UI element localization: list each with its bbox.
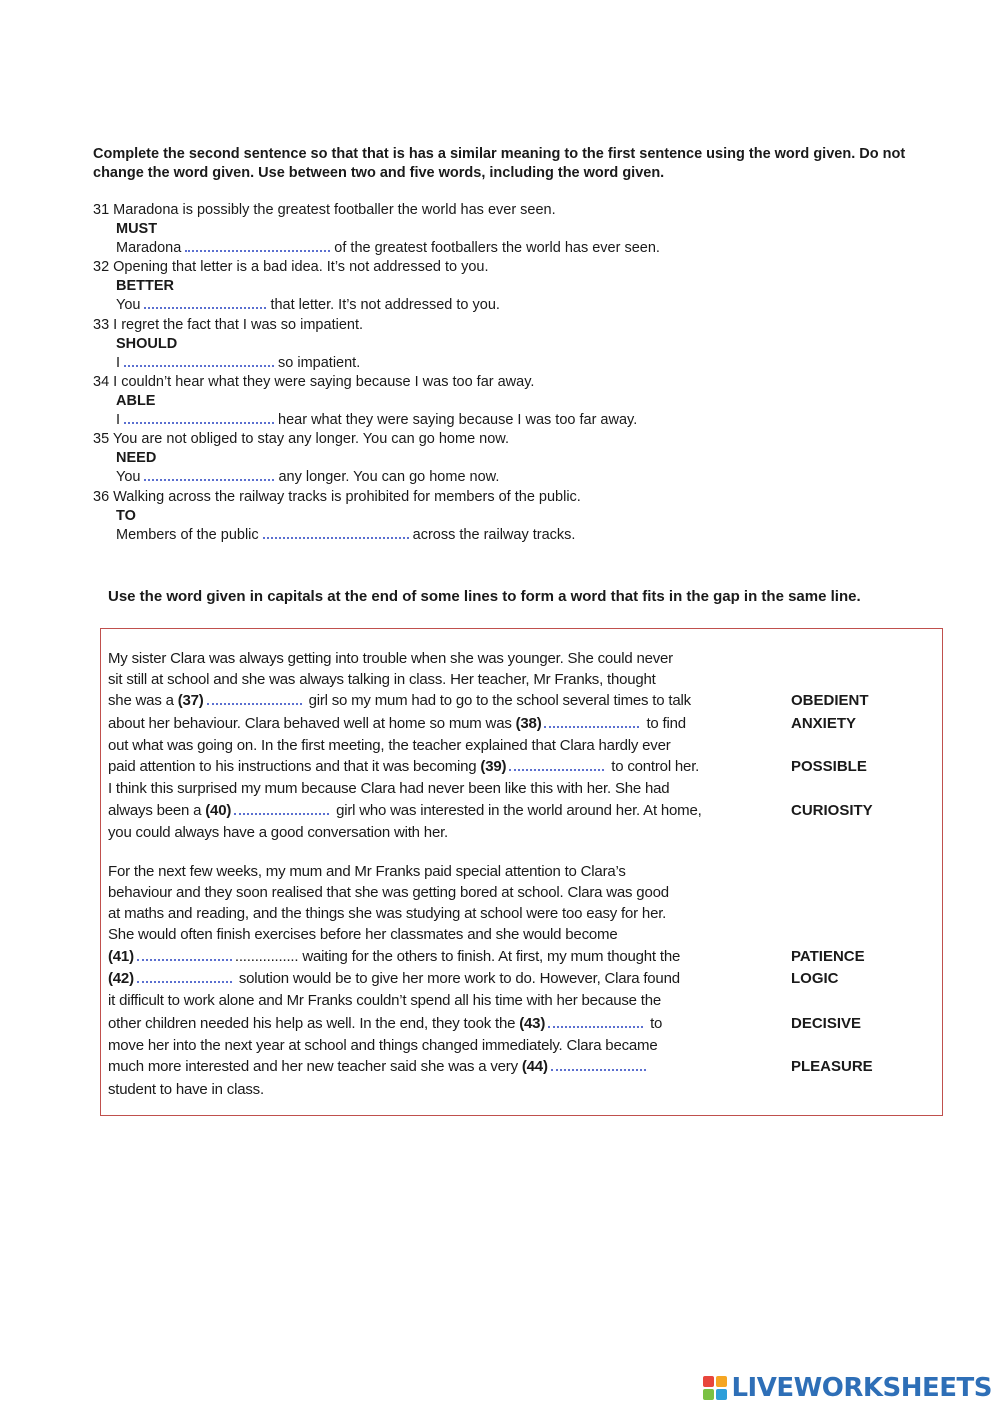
instructions-key-word-transformation: Complete the second sentence so that that is has a similar meaning to the first sentence using the word given. Do not change the word given. Use between two and five words, including the word given. [93,146,906,181]
answer-gap[interactable] [263,525,409,539]
gap-number-38: (38) [515,715,542,732]
logo-blocks-icon [703,1376,727,1400]
item-keyword: NEED [116,450,157,467]
answer-gap-39[interactable] [509,757,604,771]
passage-line: (41) ................ waiting for the others to finish. At first, my mum thought the [108,948,681,965]
item-sentence: 34 I couldn’t hear what they were saying because I was too far away. [93,373,535,390]
item-keyword: BETTER [116,278,174,295]
passage-line: behaviour and they soon realised that she was getting bored at school. Clara was good [108,884,669,901]
stem-word: PLEASURE [791,1058,873,1075]
answer-gap-37[interactable] [207,691,302,705]
passage-line: paid attention to his instructions and that it was becoming (39) to control her. [108,758,700,775]
liveworksheets-logo [703,1373,992,1403]
passage-line: you could always have a good conversation with her. [108,824,449,841]
answer-gap[interactable] [124,353,274,367]
item-sentence: 36 Walking across the railway tracks is prohibited for members of the public. [93,488,581,505]
logo-block [716,1389,727,1400]
stem-word: DECISIVE [791,1015,862,1032]
answer-gap-43[interactable] [548,1014,643,1028]
item-keyword: MUST [116,221,158,237]
answer-suffix: any longer. You can go home now. [278,469,500,486]
answer-gap[interactable] [144,295,266,309]
passage-line: other children needed his help as well. In the end, they took the (43) to [108,1015,663,1032]
stem-word: OBEDIENT [791,692,869,709]
item-keyword: TO [116,507,136,524]
stem-word: POSSIBLE [791,758,867,775]
item-keyword: ABLE [116,392,156,409]
item-answer-line [116,295,500,315]
passage-line: For the next few weeks, my mum and Mr Franks paid special attention to Clara’s [108,863,626,880]
passage-line: move her into the next year at school and things changed immediately. Clara became [108,1037,658,1054]
passage-line: at maths and reading, and the things she was studying at school were too easy for her. [108,905,667,922]
answer-suffix: so impatient. [278,354,361,371]
passage-line: student to have in class. [108,1081,264,1098]
answer-gap[interactable] [124,410,274,424]
item-keyword: SHOULD [116,335,178,352]
passage-line: sit still at school and she was always talking in class. Her teacher, Mr Franks, thought [108,671,656,688]
answer-gap[interactable] [144,467,274,481]
answer-gap-38[interactable] [544,714,639,728]
answer-suffix: hear what they were saying because I was too far away. [278,411,638,428]
item-answer-line [116,467,499,487]
item-sentence: 32 Opening that letter is a bad idea. It’s not addressed to you. [93,259,489,276]
answer-gap[interactable] [185,238,330,252]
answer-prefix: You [116,469,141,486]
answer-gap-41[interactable] [137,947,232,961]
passage-line: she was a (37) girl so my mum had to go to the school several times to talk [108,692,691,709]
logo-block [716,1376,727,1387]
gap-number-44: (44) [521,1058,548,1075]
answer-gap-42[interactable] [137,969,232,983]
gap-number-40: (40) [205,802,232,819]
gap-number-39: (39) [480,758,507,775]
stem-word: CURIOSITY [791,802,873,819]
item-sentence: 35 You are not obliged to stay any longer. You can go home now. [93,431,509,448]
answer-prefix: Members of the public [116,526,259,543]
answer-suffix: across the railway tracks. [412,526,576,543]
gap-number-43: (43) [519,1015,546,1032]
item-answer-line [116,525,575,545]
item-answer-line [116,238,660,258]
passage-line: I think this surprised my mum because Clara had never been like this with her. She had [108,780,670,797]
logo-block [703,1376,714,1387]
passage-line: She would often finish exercises before her classmates and she would become [108,926,618,943]
passage-line: (42) solution would be to give her more work to do. However, Clara found [108,970,680,987]
passage-line: My sister Clara was always getting into trouble when she was younger. She could never [108,650,673,667]
gap-number-41: (41) [108,948,134,965]
item-answer-line [116,410,637,430]
gap-number-37: (37) [177,692,204,709]
item-sentence: 33 I regret the fact that I was so impatient. [93,316,363,333]
passage-line: about her behaviour. Clara behaved well at home so mum was (38) to find [108,715,686,732]
passage-line: it difficult to work alone and Mr Franks couldn’t spend all his time with her because the [108,992,662,1009]
gap-number-42: (42) [108,970,134,987]
answer-prefix: You [116,297,141,314]
passage-line: out what was going on. In the first meeting, the teacher explained that Clara hardly ever [108,737,671,754]
answer-gap-44[interactable] [551,1057,646,1071]
answer-gap-40[interactable] [234,801,329,815]
instructions-word-formation: Use the word given in capitals at the end of some lines to form a word that fits in the gap in the same line. [108,588,861,605]
passage-line: always been a (40) girl who was interested in the world around her. At home, [108,802,702,819]
passage-line: much more interested and her new teacher said she was a very (44) [108,1056,649,1077]
item-sentence: 31 Maradona is possibly the greatest footballer the world has ever seen. [93,202,556,218]
stem-word: ANXIETY [791,715,857,732]
stem-word: PATIENCE [791,948,865,965]
item-answer-line [116,353,360,373]
answer-suffix: that letter. It’s not addressed to you. [270,297,500,314]
answer-prefix: Maradona [116,240,182,256]
answer-suffix: of the greatest footballers the world has ever seen. [334,240,660,256]
logo-block [703,1389,714,1400]
answer-prefix: I [116,354,121,371]
answer-prefix: I [116,411,121,428]
logo-text: LIVEWORKSHEETS [731,1373,992,1403]
stem-word: LOGIC [791,970,839,987]
